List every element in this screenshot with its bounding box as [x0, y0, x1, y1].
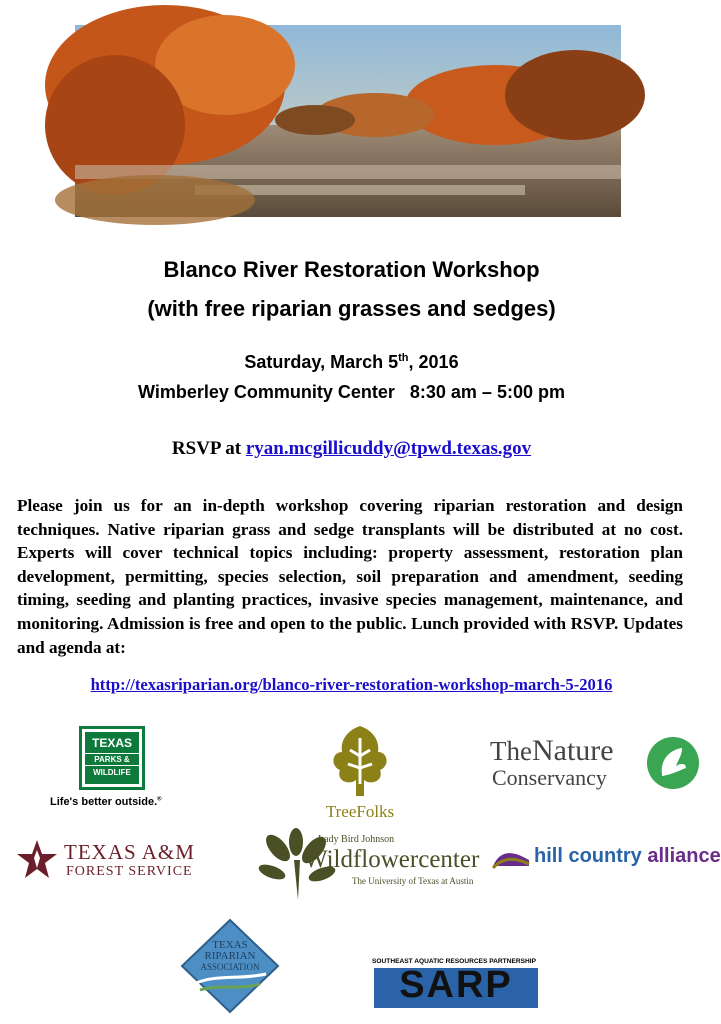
oak-leaf-icon — [318, 722, 402, 802]
tamu-line1: TEXAS A&M — [64, 840, 195, 864]
tnc-oak-leaf-icon — [646, 736, 700, 790]
event-date-prefix: Saturday, March 5 — [244, 352, 399, 372]
hca-text — [534, 845, 721, 868]
tra-text — [180, 940, 280, 973]
wildflower-small-text: Lady Bird Johnson — [318, 834, 395, 845]
event-date — [0, 352, 703, 373]
tra-line1: TEXAS — [212, 939, 248, 951]
event-date-year: , 2016 — [408, 352, 459, 372]
event-venue-time: Wimberley Community Center 8:30 am – 5:00 pm — [138, 382, 565, 402]
treefolks-logo — [318, 722, 402, 824]
texas-riparian-association-logo — [180, 918, 280, 1014]
page-subtitle: (with free riparian grasses and sedges) — [147, 296, 556, 321]
tnc-word-the: The — [490, 736, 532, 766]
sarp-name: SARP — [399, 964, 513, 1006]
tra-line2: RIPARIAN — [204, 950, 256, 962]
agenda-link-line — [0, 675, 703, 695]
wildflower-center-logo — [258, 830, 480, 904]
sarp-logo — [372, 958, 540, 1010]
tnc-line2: Conservancy — [492, 765, 607, 790]
hero-photo — [75, 25, 621, 217]
tpwd-badge — [79, 726, 145, 790]
agenda-link[interactable]: http://texasriparian.org/blanco-river-restoration-workshop-march-5-2016 — [90, 675, 613, 694]
treefolks-name: TreeFolks — [325, 802, 395, 821]
wildflower-subtitle: The University of Texas at Austin — [352, 876, 474, 886]
page-title: Blanco River Restoration Workshop — [163, 257, 540, 282]
rsvp-line — [0, 438, 703, 460]
tpwd-line1: TEXAS — [91, 736, 132, 750]
event-date-ordinal: th — [398, 352, 409, 364]
tamu-line2: FOREST SERVICE — [66, 864, 193, 879]
rsvp-label: RSVP at — [171, 438, 246, 459]
tpwd-line2: PARKS & — [85, 753, 139, 766]
nature-conservancy-logo — [490, 734, 700, 796]
texas-am-forest-logo — [16, 838, 202, 882]
tpwd-line3: WILDLIFE — [93, 768, 131, 777]
river-landscape-image — [75, 25, 621, 217]
tpwd-logo — [50, 726, 200, 812]
hill-country-alliance-logo — [492, 842, 721, 874]
tnc-word-nature: Nature — [531, 734, 614, 767]
sarp-banner — [374, 964, 538, 1008]
star-icon — [16, 838, 58, 880]
wildflower-name: Wildflowercenter — [304, 846, 480, 873]
tpwd-registered-mark: ® — [157, 796, 162, 803]
rsvp-email-link[interactable]: ryan.mcgillicuddy@tpwd.texas.gov — [245, 438, 532, 459]
tpwd-tagline-text: Life's better outside. — [50, 796, 158, 808]
tnc-line1 — [490, 734, 614, 768]
event-description: Please join us for an in-depth workshop covering riparian restoration and design techniques. Native riparian grass and sedge transplants will be distributed at no cost. Experts will cover technical topics including: property assessment, restoration plan development, permitting, species selection, soil preparation and amendment, seeding timing, seeding and planting practices, invasive species management, maintenance, and monitoring. Admission is free and open to the public. Lunch provided with RSVP. Updates and agenda at: — [17, 496, 683, 657]
tpwd-tagline — [50, 796, 200, 808]
tra-line3: ASSOCIATION — [200, 962, 260, 972]
sarp-top-text: SOUTHEAST AQUATIC RESOURCES PARTNERSHIP — [372, 958, 536, 965]
hca-word-hillcountry: hill country — [534, 845, 642, 867]
hca-word-alliance: alliance — [647, 845, 721, 867]
hills-icon — [492, 846, 530, 870]
